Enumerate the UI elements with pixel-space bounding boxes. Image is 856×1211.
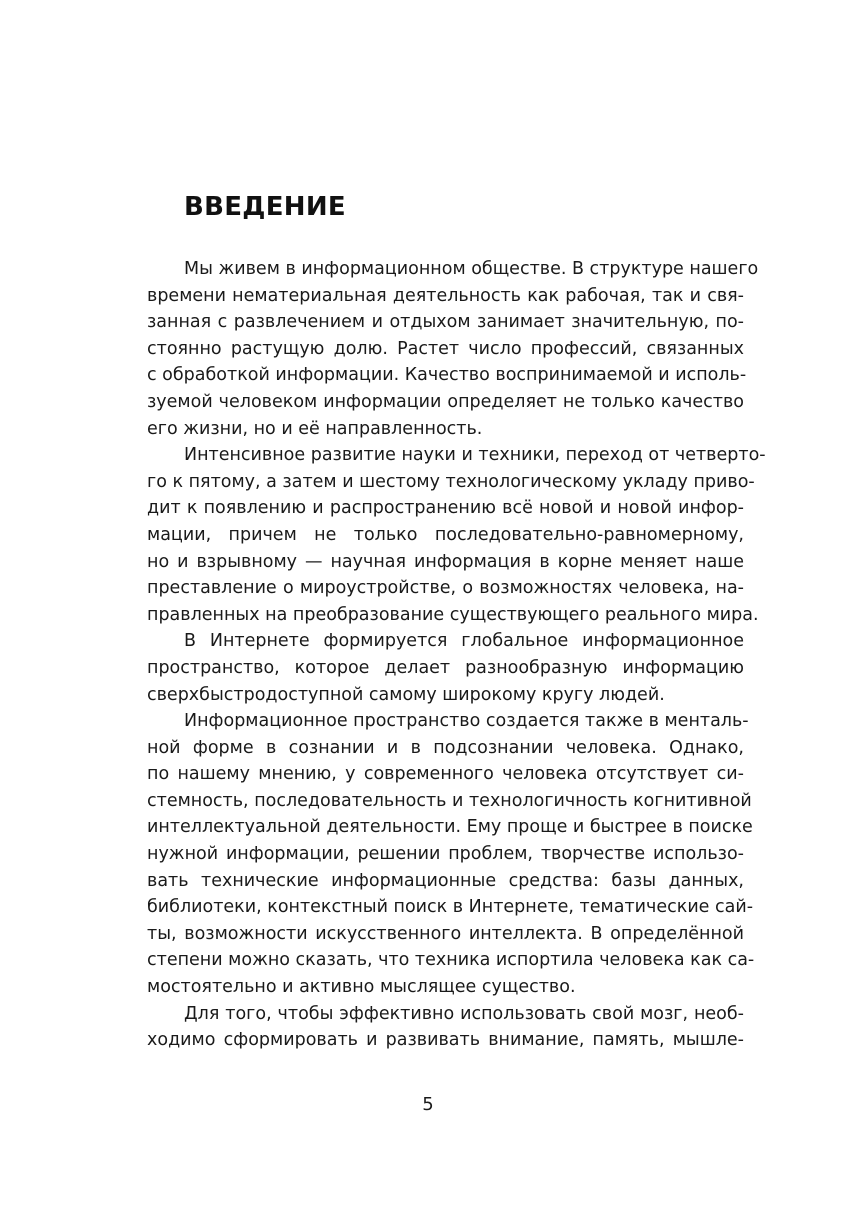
text-line: стемность, последовательность и технологичность когнитивной <box>147 790 752 811</box>
body-text <box>147 256 766 1054</box>
text-line: Для того, чтобы эффективно использовать свой мозг, необ- <box>184 1003 744 1024</box>
text-line: его жизни, но и её направленность. <box>147 418 483 439</box>
text-line: Информационное пространство создается также в менталь- <box>184 711 749 732</box>
text-line: пространство, которое делает разнообразную информацию <box>147 657 744 678</box>
chapter-heading: ВВЕДЕНИЕ <box>184 192 346 222</box>
text-line: го к пятому, а затем и шестому технологическому укладу приво- <box>147 471 755 492</box>
text-line: Интенсивное развитие науки и техники, переход от четверто- <box>184 445 766 466</box>
text-line: нужной информации, решении проблем, творчестве использо- <box>147 844 744 865</box>
page-number: 5 <box>422 1094 434 1115</box>
text-line: зуемой человеком информации определяет не только качество <box>147 391 744 412</box>
text-line: ной форме в сознании и в подсознании человека. Однако, <box>147 737 744 758</box>
text-line: вать технические информационные средства: базы данных, <box>147 870 744 891</box>
text-line: дит к появлению и распространению всё новой и новой инфор- <box>147 498 744 519</box>
text-line: сверхбыстродоступной самому широкому кругу людей. <box>147 684 665 705</box>
text-line: мостоятельно и активно мыслящее существо. <box>147 977 576 998</box>
paragraph <box>147 628 744 708</box>
text-line: интеллектуальной деятельности. Ему проще и быстрее в поиске <box>147 817 753 838</box>
text-line: ты, возможности искусственного интеллекта. В определённой <box>147 923 744 944</box>
text-line: В Интернете формируется глобальное информационное <box>184 631 744 652</box>
text-line: преставление о мироустройстве, о возможностях человека, на- <box>147 578 744 599</box>
text-line: с обработкой информации. Качество воспринимаемой и исполь- <box>147 365 747 386</box>
paragraph <box>147 708 755 1001</box>
text-line: мации, причем не только последовательно-равномерному, <box>147 524 744 545</box>
text-line: по нашему мнению, у современного человека отсутствует си- <box>147 764 744 785</box>
text-line: стоянно растущую долю. Растет число профессий, связанных <box>147 338 744 359</box>
text-line: ходимо сформировать и развивать внимание, память, мышле- <box>147 1030 744 1051</box>
paragraph <box>147 442 766 628</box>
text-line: Мы живем в информационном обществе. В структуре нашего <box>184 259 759 279</box>
text-line: степени можно сказать, что техника испортила человека как са- <box>147 950 755 971</box>
text-line: правленных на преобразование существующего реального мира. <box>147 604 759 625</box>
text-line: библиотеки, контекстный поиск в Интернете, тематические сай- <box>147 897 754 918</box>
text-line: времени нематериальная деятельность как рабочая, так и свя- <box>147 285 744 306</box>
text-line: но и взрывному — научная информация в корне меняет наше <box>147 551 744 572</box>
text-line: занная с развлечением и отдыхом занимает значительную, по- <box>147 312 744 333</box>
paragraph <box>147 1001 744 1054</box>
paragraph <box>147 256 759 442</box>
